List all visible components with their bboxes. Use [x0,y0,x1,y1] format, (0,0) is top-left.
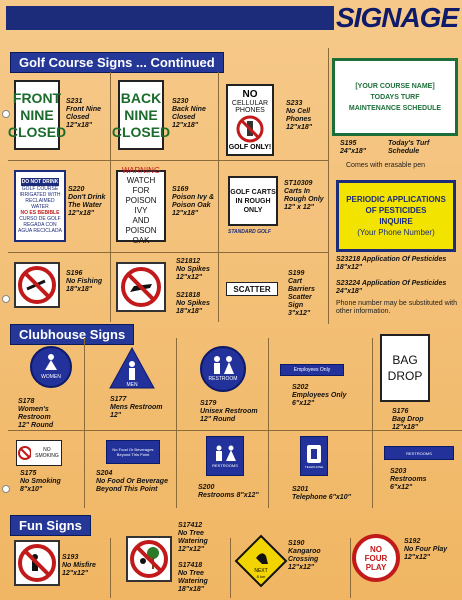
caption-code: S200 [198,484,215,491]
caption-name: Bag Drop [392,416,424,423]
sign-text: TELEPHONE [304,465,324,469]
caption-size: 12"x18" [286,124,313,131]
caption-code: S23224 [336,280,361,287]
header-bar [6,6,334,30]
caption-code: S204 [96,470,113,477]
sign-back-nine-closed [111,80,171,150]
caption-size: 12"x12" [176,274,203,281]
caption-code: S193 [62,554,79,561]
caption-s195 [340,140,384,156]
caption-s193 [62,554,110,578]
no-phone-icon [235,114,265,144]
caption-name: No Spikes [176,266,210,273]
caption-size: 12"x18" [392,424,419,431]
caption-name: No Cell Phones [286,108,312,123]
caption-name: No Food Or Beverage Beyond This Point [96,478,168,493]
caption-name: Restrooms [390,476,427,483]
caption-s175 [20,470,80,494]
caption-name: Don't Drink The Water [68,194,106,209]
grid-line [372,338,373,508]
no-tree-watering-icon [129,539,169,579]
no-spikes-icon [120,266,162,308]
caption-size: 12" x 12" [284,204,314,211]
caption-code: S195 [340,140,357,147]
sign-text: DROP [387,369,423,383]
caption-size: 12"x12" [178,546,205,553]
sign-text: GOLF CARTS [230,188,276,196]
grid-line [230,538,231,598]
caption-code: S175 [20,470,37,477]
caption-name: Application Of Pesticides [361,280,447,287]
sign-text: AND [132,216,150,225]
sign-text: PLAY [365,562,387,572]
brand-title: SIGNAGE [336,2,459,33]
phone-icon [305,443,323,465]
caption-name: Carts In Rough Only [284,188,324,203]
caption-s195-name: Today's Turf Schedule [388,140,430,155]
grid-line [176,338,177,508]
sign-text: POISON OAK [125,226,157,245]
sign-telephone [300,436,328,476]
caption-s200 [198,484,268,500]
sign-text: NO SMOKING [35,447,59,459]
sign-no-food: No Food Or Beverages Beyond This Point [106,440,160,464]
caption-name: No Tree Watering [178,570,208,585]
caption-s230 [172,98,216,130]
sign-text: NO [370,544,382,554]
section-golf-title: Golf Course Signs ... Continued [10,52,224,73]
sign-text: POISON IVY [125,196,157,215]
restroom-icon [213,445,237,463]
sign-text: RESTROOMS [212,462,238,468]
caption-name: No Smoking [20,478,61,485]
caption-size: 12"x18" [66,122,93,129]
grid-line [268,338,269,508]
caption-code: ST10309 [284,180,313,187]
sign-pesticides [336,180,456,252]
caption-code: S230 [172,98,189,105]
caption-size: 12"x12" [62,570,89,577]
caption-name: Application Of Pesticides [361,256,447,263]
caption-s179 [200,400,266,424]
sign-text: 8 km [256,574,266,579]
sign-no-misfire [14,540,60,586]
caption-size: 18"x12" [336,264,363,271]
caption-code: S23218 [336,256,361,263]
sign-text: CLOSED [111,123,171,140]
caption-s201 [292,486,364,502]
caption-name: Unisex Restroom [200,408,258,415]
caption-size: 12" [110,412,122,419]
caption-code: S21812 [176,258,201,265]
sign-unisex-restroom [200,346,246,392]
caption-name: No Fishing [66,278,103,285]
caption-s196 [66,270,108,294]
caption-name: Women's Restroom [18,406,51,421]
caption-code: S176 [392,408,409,415]
sign-text: NINE [124,106,158,123]
sign-text: (Your Phone Number) [357,228,435,237]
sign-text: BACK [120,89,162,106]
caption-size: 12"x12" [404,554,431,561]
caption-s203 [390,468,450,492]
sign-text: PERIODIC APPLICATIONS [346,195,446,204]
caption-s204 [96,470,176,494]
caption-size: 6"x10" [328,494,351,501]
sign-text: RESTROOM [208,376,238,382]
caption-name: Employees Only [292,392,347,399]
caption-s176 [392,408,452,432]
caption-code: S17418 [178,562,203,569]
caption-code: S231 [66,98,83,105]
caption-code: S203 [390,468,407,475]
caption-size: 3"x12" [288,310,311,317]
caption-size: 6"x12" [292,400,315,407]
caption-code: S201 [292,486,309,493]
caption-name: Kangaroo Crossing [288,548,321,563]
caption-name: Restrooms [198,492,235,499]
sign-text: OF PESTICIDES [365,206,427,215]
caption-code: S178 [18,398,35,405]
caption-name: No Spikes [176,300,210,307]
sign-text: BAG [392,353,418,367]
caption-name: Poison Ivy & Poison Oak [172,194,215,209]
caption-s21812 [176,258,216,282]
caption-st10309 [284,180,326,212]
sign-text: [YOUR COURSE NAME] [355,82,435,90]
caption-s17418 [178,562,230,594]
caption-code: S199 [288,270,305,277]
sign-no-cell-phones [226,84,274,156]
caption-s190 [288,540,348,572]
caption-size: 12"x12" [288,564,315,571]
caption-s21818 [176,292,216,316]
caption-s199 [288,270,328,318]
sign-text: WOMEN [41,374,61,380]
caption-name: No Four Play [404,546,448,553]
caption-size: 18"x18" [66,286,93,293]
binder-hole [2,110,10,118]
caption-size: 12"x18" [68,210,95,217]
sign-text: WARNING [121,166,161,175]
grid-line [110,72,111,322]
sign-text: MAINTENANCE SCHEDULE [348,104,442,112]
caption-size: 24"x18" [340,148,367,155]
caption-size: 12" Round [18,422,54,429]
no-smoking-icon [17,445,31,461]
caption-size: 12"x18" [172,122,199,129]
caption-size: 12"x18" [172,210,199,217]
caption-s178 [18,398,80,430]
caption-name: Telephone [292,494,327,501]
sign-text: MEN [126,382,138,388]
no-fishing-icon [17,265,57,305]
caption-code: S202 [292,384,309,391]
caption-code: S17412 [178,522,203,529]
woman-icon [44,354,58,374]
caption-size: 8"x12" [236,492,259,499]
section-clubhouse-title: Clubhouse Signs [10,324,134,345]
caption-code: S192 [404,538,421,545]
caption-size: 12" Round [200,416,236,423]
sign-text: CELLULAR PHONES [231,100,269,114]
sign-no-smoking [16,440,62,466]
caption-size: 18"x18" [178,586,205,593]
grid-line [8,160,328,161]
sign-text: NINE [20,106,54,123]
sign-text: GOLF COURSE IRRIGATED WITH RECLAIMED WATER [19,186,61,210]
sign-no-tree-watering [126,536,172,582]
caption-name: Front Nine Closed [66,106,101,121]
sign-text: DO NOT DRINK [21,179,59,185]
sign-employees-only: Employees Only [280,364,344,376]
sign-poison-ivy [116,166,166,245]
caption-size: 18"x18" [176,308,203,315]
sign-dont-drink-water [14,170,66,242]
caption-code: S21818 [176,292,201,299]
sign-text: NO ES BEBIBLE [20,210,60,216]
sign-no-fishing [14,262,60,308]
caption-code: S177 [110,396,127,403]
sign-text: WATCH FOR [126,176,156,195]
caption-size: 24"x18" [336,288,363,295]
caption-code: S179 [200,400,217,407]
sign-text: CURSO DE GOLF REGADA CON AGUA RECICLADA [18,216,62,234]
binder-hole [2,295,10,303]
grid-line [350,538,351,598]
sign-turf-schedule [332,58,458,136]
sign-restrooms-6x12: RESTROOMS [384,446,454,460]
caption-name: Back Nine Closed [172,106,206,121]
caption-name: No Tree Watering [178,530,208,545]
sign-front-nine-closed [7,80,67,150]
caption-s23218 [336,256,460,272]
sign-no-spikes [116,262,166,312]
sign-scatter: SCATTER [226,282,278,296]
caption-code: S233 [286,100,303,107]
sign-text: ONLY [243,206,263,214]
sign-text: FOUR [364,553,388,563]
note-s195: Comes with erasable pen [346,162,425,169]
sign-restrooms-8x12 [206,436,244,476]
sign-no-four-play [352,534,400,582]
caption-s17412 [178,522,230,554]
sign-text: IN ROUGH [235,197,271,205]
sign-text: NO [242,89,258,100]
grid-line [328,48,329,324]
sign-men-restroom [108,346,156,390]
sign-women-restroom [30,346,72,388]
sign-text: GOLF ONLY! [228,144,272,151]
caption-s220 [68,186,110,218]
sign-text: TODAYS TURF [370,93,420,101]
no-misfire-icon [17,543,57,583]
sign-text: CLOSED [7,123,67,140]
sign-bag-drop [380,334,430,402]
note-s23218: Phone number may be substituted with other information. [336,300,458,315]
unisex-restroom-icon [210,356,236,376]
caption-name: No Misfire [62,562,96,569]
caption-code: S196 [66,270,83,277]
caption-s169 [172,186,218,218]
sign-text: NEXT [254,568,268,574]
caption-s192 [404,538,460,562]
section-fun-title: Fun Signs [10,515,91,536]
sign-text: FRONT [12,89,62,106]
caption-s233 [286,100,326,132]
caption-code: S190 [288,540,305,547]
caption-size: 6"x12" [390,484,413,491]
grid-line [8,252,328,253]
caption-s177 [110,396,172,420]
sign-kangaroo-crossing [234,534,288,588]
caption-size: 8"x10" [20,486,43,493]
caption-s202 [292,384,362,408]
sign-golf-carts-rough [228,176,278,226]
caption-name: Mens Restroom [110,404,163,411]
sign-text: INQUIRE [379,217,413,226]
grid-line [84,338,85,508]
maker-label: STANDARD GOLF [228,229,271,235]
binder-hole [2,485,10,493]
caption-code: S169 [172,186,189,193]
caption-s23224 [336,280,460,296]
caption-name: Cart Barriers Scatter Sign [288,278,315,309]
grid-line [110,538,111,598]
grid-line [218,72,219,322]
caption-code: S220 [68,186,85,193]
caption-s231 [66,98,108,130]
